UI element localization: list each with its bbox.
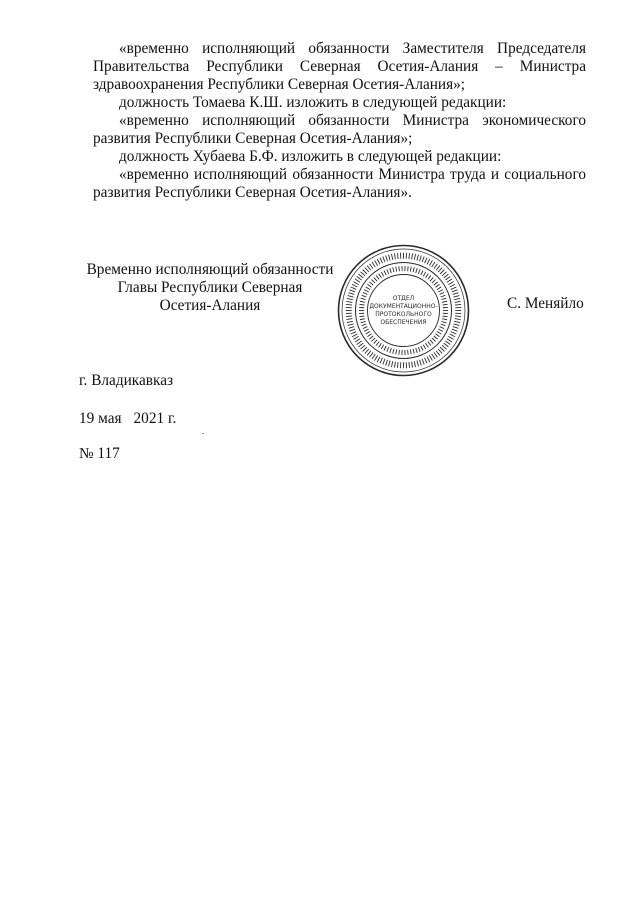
paragraph-tomaev-intro: должность Томаева К.Ш. изложить в следующей редакции: (119, 94, 507, 111)
seal-outer-letter-mark (365, 268, 369, 272)
seal-outer-letter-mark (422, 257, 424, 263)
seal-outer-letter-mark (348, 324, 354, 326)
seal-middle-letter-mark (408, 266, 409, 271)
seal-middle-letter-mark (371, 338, 375, 341)
seal-middle-letter-mark (376, 275, 379, 279)
seal-middle-letter-mark (434, 282, 438, 285)
seal-outer-letter-mark (361, 272, 365, 276)
seal-outer-letter-mark (440, 347, 444, 351)
seal-middle-letter-mark (396, 349, 397, 354)
seal-outer-letter-mark (453, 327, 459, 329)
seal-middle-letter-mark (438, 290, 442, 292)
seal-middle-letter-mark (421, 271, 423, 276)
seal-outer-letter-mark (432, 354, 435, 359)
seal-outer-letter-mark (409, 362, 410, 368)
paragraph-khubaev-intro: должность Хубаева Б.Ф. изложить в следующей редакции: (119, 148, 502, 165)
seal-middle-letter-mark (368, 284, 372, 287)
seal-outer-letter-mark (417, 255, 419, 261)
seal-outer-letter-mark (348, 296, 354, 298)
seal-middle-letter-mark (371, 280, 375, 283)
seal-inner-line-1: ОТДЕЛ (392, 295, 415, 302)
signatory-title-line-1: Временно исполняющий обязанности (86, 261, 334, 278)
paragraph-economy-minister-title: «временно исполняющий обязанности Министра экономического развития Республики Северная Осетия-Алания»; (93, 112, 586, 147)
seal-outer-letter-mark (347, 321, 353, 322)
seal-outer-letter-mark (427, 357, 430, 362)
document-body (93, 40, 586, 202)
seal-middle-letter-mark (418, 269, 420, 274)
seal-middle-letter-mark (390, 268, 392, 273)
seal-middle-letter-mark (376, 342, 379, 346)
seal-outer-letter-mark (367, 266, 371, 271)
document-date (79, 410, 176, 428)
seal-outer-letter-mark (377, 259, 380, 264)
seal-middle-letter-mark (423, 345, 426, 349)
seal-outer-letter-mark (455, 316, 461, 317)
seal-outer-letter-mark (370, 352, 374, 357)
seal-middle-letter-mark (359, 316, 364, 317)
seal-outer-letter-mark (438, 349, 442, 353)
seal-inner-line-3: ПРОТОКОЛЬНОГО (375, 311, 432, 318)
seal-outer-letter-mark (350, 329, 356, 331)
seal-middle-letter-mark (423, 272, 426, 276)
seal-outer-letter-mark (447, 279, 452, 282)
seal-outer-letter-mark (351, 332, 356, 334)
seal-middle-letter-mark (366, 287, 370, 290)
seal-outer-letter-mark (361, 345, 365, 349)
seal-middle-letter-mark (435, 334, 439, 337)
seal-outer-letter-mark (391, 254, 392, 260)
seal-outer-letter-mark (447, 339, 452, 342)
seal-outer-letter-mark (370, 264, 374, 269)
seal-middle-letter-mark (416, 348, 418, 353)
seal-middle-letter-mark (442, 319, 447, 320)
seal-outer-letter-mark (444, 274, 449, 278)
seal-outer-letter-mark (359, 343, 364, 347)
seal-outer-letter-mark (442, 272, 446, 276)
seal-middle-letter-mark (432, 280, 436, 283)
seal-outer-letter-mark (380, 258, 382, 263)
seal-outer-letter-mark (347, 298, 353, 299)
seal-middle-letter-mark (362, 295, 367, 297)
seal-outer-letter-mark (440, 270, 444, 274)
seal-outer-letter-mark (346, 304, 352, 305)
seal-middle-letter-mark (360, 319, 365, 320)
seal-middle-letter-mark (435, 284, 439, 287)
seal-middle-letter-mark (441, 295, 446, 297)
signatory-title-line-2: Главы Республики Северная (117, 279, 303, 296)
seal-outer-letter-mark (363, 270, 367, 274)
seal-outer-letter-mark (380, 358, 382, 363)
seal-middle-letter-mark (381, 345, 384, 349)
seal-middle-letter-mark (374, 277, 377, 281)
seal-outer-letter-mark (429, 355, 432, 360)
seal-middle-letter-mark (387, 269, 389, 274)
seal-outer-letter-mark (427, 259, 430, 264)
signatory-name: С. Меняйло (507, 295, 584, 312)
seal-middle-letter-mark (418, 347, 420, 352)
seal-outer-letter-mark (346, 316, 352, 317)
seal-middle-letter-mark (396, 267, 397, 272)
seal-outer-letter-mark (383, 359, 385, 365)
seal-middle-letter-mark (369, 336, 373, 339)
seal-middle-letter-mark (440, 292, 445, 294)
seal-outer-letter-mark (434, 264, 438, 269)
seal-outer-letter-mark (351, 287, 356, 289)
seal-middle-letter-mark (364, 290, 368, 292)
seal-middle-letter-mark (437, 331, 441, 334)
seal-middle-letter-mark (437, 287, 441, 290)
seal-outer-letter-mark (414, 254, 415, 260)
scan-speck (202, 433, 204, 434)
seal-middle-letter-mark (430, 277, 433, 281)
official-seal-stamp (336, 243, 471, 378)
seal-outer-letter-mark (346, 301, 352, 302)
seal-middle-letter-mark (408, 350, 409, 355)
seal-outer-letter-mark (386, 360, 388, 366)
seal-middle-letter-mark (434, 336, 438, 339)
seal-middle-letter-mark (366, 331, 370, 334)
seal-outer-letter-mark (355, 339, 360, 342)
seal-outer-letter-mark (429, 260, 432, 265)
seal-outer-letter-mark (451, 287, 456, 289)
seal-outer-letter-mark (452, 290, 458, 292)
seal-middle-letter-mark (440, 327, 445, 329)
seal-outer-letter-mark (397, 362, 398, 368)
seal-middle-letter-mark (430, 340, 433, 344)
seal-outer-letter-mark (372, 354, 375, 359)
seal-outer-letter-mark (383, 257, 385, 263)
seal-outer-letter-mark (363, 347, 367, 351)
seal-middle-letter-mark (441, 321, 446, 322)
seal-outer-letter-mark (352, 284, 357, 287)
seal-outer-letter-mark (455, 319, 461, 320)
seal-outer-letter-mark (349, 293, 355, 295)
seal-outer-letter-mark (397, 253, 398, 259)
seal-middle-letter-mark (379, 343, 382, 347)
seal-outer-letter-mark (375, 355, 378, 360)
seal-outer-letter-mark (452, 329, 458, 331)
seal-outer-letter-mark (436, 266, 440, 271)
seal-outer-letter-mark (445, 277, 450, 281)
seal-outer-letter-mark (454, 321, 460, 322)
seal-middle-letter-mark (443, 304, 448, 305)
seal-outer-letter-mark (409, 253, 410, 259)
seal-outer-letter-mark (434, 352, 438, 357)
seal-outer-letter-mark (425, 358, 427, 363)
seal-outer-letter-mark (417, 361, 419, 367)
seal-middle-letter-mark (413, 267, 414, 272)
seal-outer-letter-mark (425, 258, 427, 263)
paragraph-labor-minister-title: «временно исполняющий обязанности Министра труда и социального развития Республики Северная Осетия-Алания». (93, 166, 586, 201)
seal-middle-letter-mark (399, 350, 400, 355)
seal-outer-letter-mark (438, 268, 442, 272)
seal-outer-letter-mark (394, 253, 395, 259)
seal-middle-letter-mark (421, 346, 423, 351)
seal-middle-letter-mark (390, 348, 392, 353)
seal-middle-letter-mark (381, 272, 384, 276)
seal-outer-letter-mark (377, 357, 380, 362)
seal-outer-letter-mark (448, 282, 453, 285)
seal-outer-letter-mark (357, 277, 362, 281)
seal-outer-letter-mark (420, 256, 422, 262)
seal-outer-letter-mark (442, 345, 446, 349)
signatory-title (80, 261, 340, 315)
seal-middle-letter-mark (359, 304, 364, 305)
seal-outer-letter-mark (450, 284, 455, 287)
seal-middle-letter-mark (442, 301, 447, 302)
seal-outer-letter-mark (386, 256, 388, 262)
seal-outer-letter-mark (414, 361, 415, 367)
seal-middle-letter-mark (361, 321, 366, 322)
seal-outer-letter-mark (420, 360, 422, 366)
seal-outer-letter-mark (445, 341, 450, 345)
seal-middle-letter-mark (360, 301, 365, 302)
seal-outer-letter-mark (450, 334, 455, 337)
seal-middle-letter-mark (426, 343, 429, 347)
seal-middle-letter-mark (441, 324, 446, 326)
seal-middle-letter-mark (363, 292, 368, 294)
seal-outer-letter-mark (455, 301, 461, 302)
seal-middle-letter-mark (438, 329, 442, 331)
seal-middle-letter-mark (387, 347, 389, 352)
document-city: г. Владикавказ (79, 372, 174, 389)
seal-middle-letter-mark (416, 268, 418, 273)
seal-outer-letter-mark (422, 359, 424, 365)
seal-outer-letter-mark (365, 349, 369, 353)
seal-outer-letter-mark (454, 324, 460, 326)
document-date-day-month: 19 мая (79, 410, 122, 427)
seal-outer-letter-mark (349, 327, 355, 329)
seal-outer-letter-mark (355, 279, 360, 282)
seal-outer-letter-mark (357, 341, 362, 345)
seal-middle-letter-mark (413, 349, 414, 354)
seal-outer-letter-mark (394, 362, 395, 368)
seal-outer-letter-mark (372, 262, 375, 267)
seal-middle-letter-mark (428, 342, 431, 346)
signatory-title-line-3: Осетия-Алания (159, 297, 261, 314)
seal-middle-letter-mark (428, 275, 431, 279)
seal-outer-letter-mark (359, 274, 364, 278)
seal-middle-letter-mark (384, 271, 386, 276)
seal-middle-letter-mark (410, 267, 411, 272)
seal-middle-letter-mark (384, 346, 386, 351)
document-number: № 117 (79, 445, 120, 462)
seal-middle-letter-mark (443, 316, 448, 317)
seal-outer-letter-mark (353, 336, 358, 339)
seal-outer-letter-mark (432, 262, 435, 267)
seal-middle-letter-mark (410, 349, 411, 354)
seal-outer-letter-mark (412, 253, 413, 259)
seal-outer-letter-mark (448, 336, 453, 339)
seal-outer-letter-mark (389, 255, 391, 261)
seal-outer-letter-mark (389, 361, 391, 367)
seal-outer-letter-mark (451, 332, 456, 334)
seal-outer-letter-mark (454, 298, 460, 299)
seal-outer-letter-mark (436, 351, 440, 356)
seal-middle-letter-mark (363, 327, 368, 329)
seal-middle-letter-mark (374, 340, 377, 344)
seal-outer-letter-mark (412, 362, 413, 368)
seal-outer-letter-mark (391, 361, 392, 367)
document-date-year: 2021 г. (133, 410, 177, 427)
seal-middle-letter-mark (362, 324, 367, 326)
seal-middle-letter-mark (441, 298, 446, 299)
seal-outer-letter-mark (444, 343, 449, 347)
seal-middle-letter-mark (364, 329, 368, 331)
seal-inner-line-2: ДОКУМЕНТАЦИОННО- (369, 303, 438, 310)
seal-outer-letter-mark (367, 351, 371, 356)
seal-middle-letter-mark (432, 338, 436, 341)
seal-outer-letter-mark (353, 282, 358, 285)
paragraph-deputy-chair-title: «временно исполняющий обязанности Заместителя Председателя Правительства Республики Северная Осетия-Алания – Министра здравоохранения Республики Северная Осетия-Алания»; (93, 40, 586, 93)
seal-outer-letter-mark (375, 260, 378, 265)
seal-middle-letter-mark (361, 298, 366, 299)
seal-middle-letter-mark (369, 282, 373, 285)
seal-middle-letter-mark (399, 266, 400, 271)
seal-outer-letter-mark (453, 293, 459, 295)
seal-middle-letter-mark (426, 274, 429, 278)
seal-middle-letter-mark (393, 349, 394, 354)
seal-outer-letter-mark (346, 319, 352, 320)
seal-outer-letter-mark (350, 290, 356, 292)
seal-outer-letter-mark (455, 304, 461, 305)
seal-middle-letter-mark (393, 267, 394, 272)
seal-outer-letter-mark (454, 296, 460, 298)
seal-inner-line-4: ОБЕСПЕЧЕНИЯ (380, 319, 427, 326)
seal-middle-letter-mark (379, 274, 382, 278)
seal-middle-letter-mark (368, 334, 372, 337)
seal-outer-letter-mark (352, 334, 357, 337)
